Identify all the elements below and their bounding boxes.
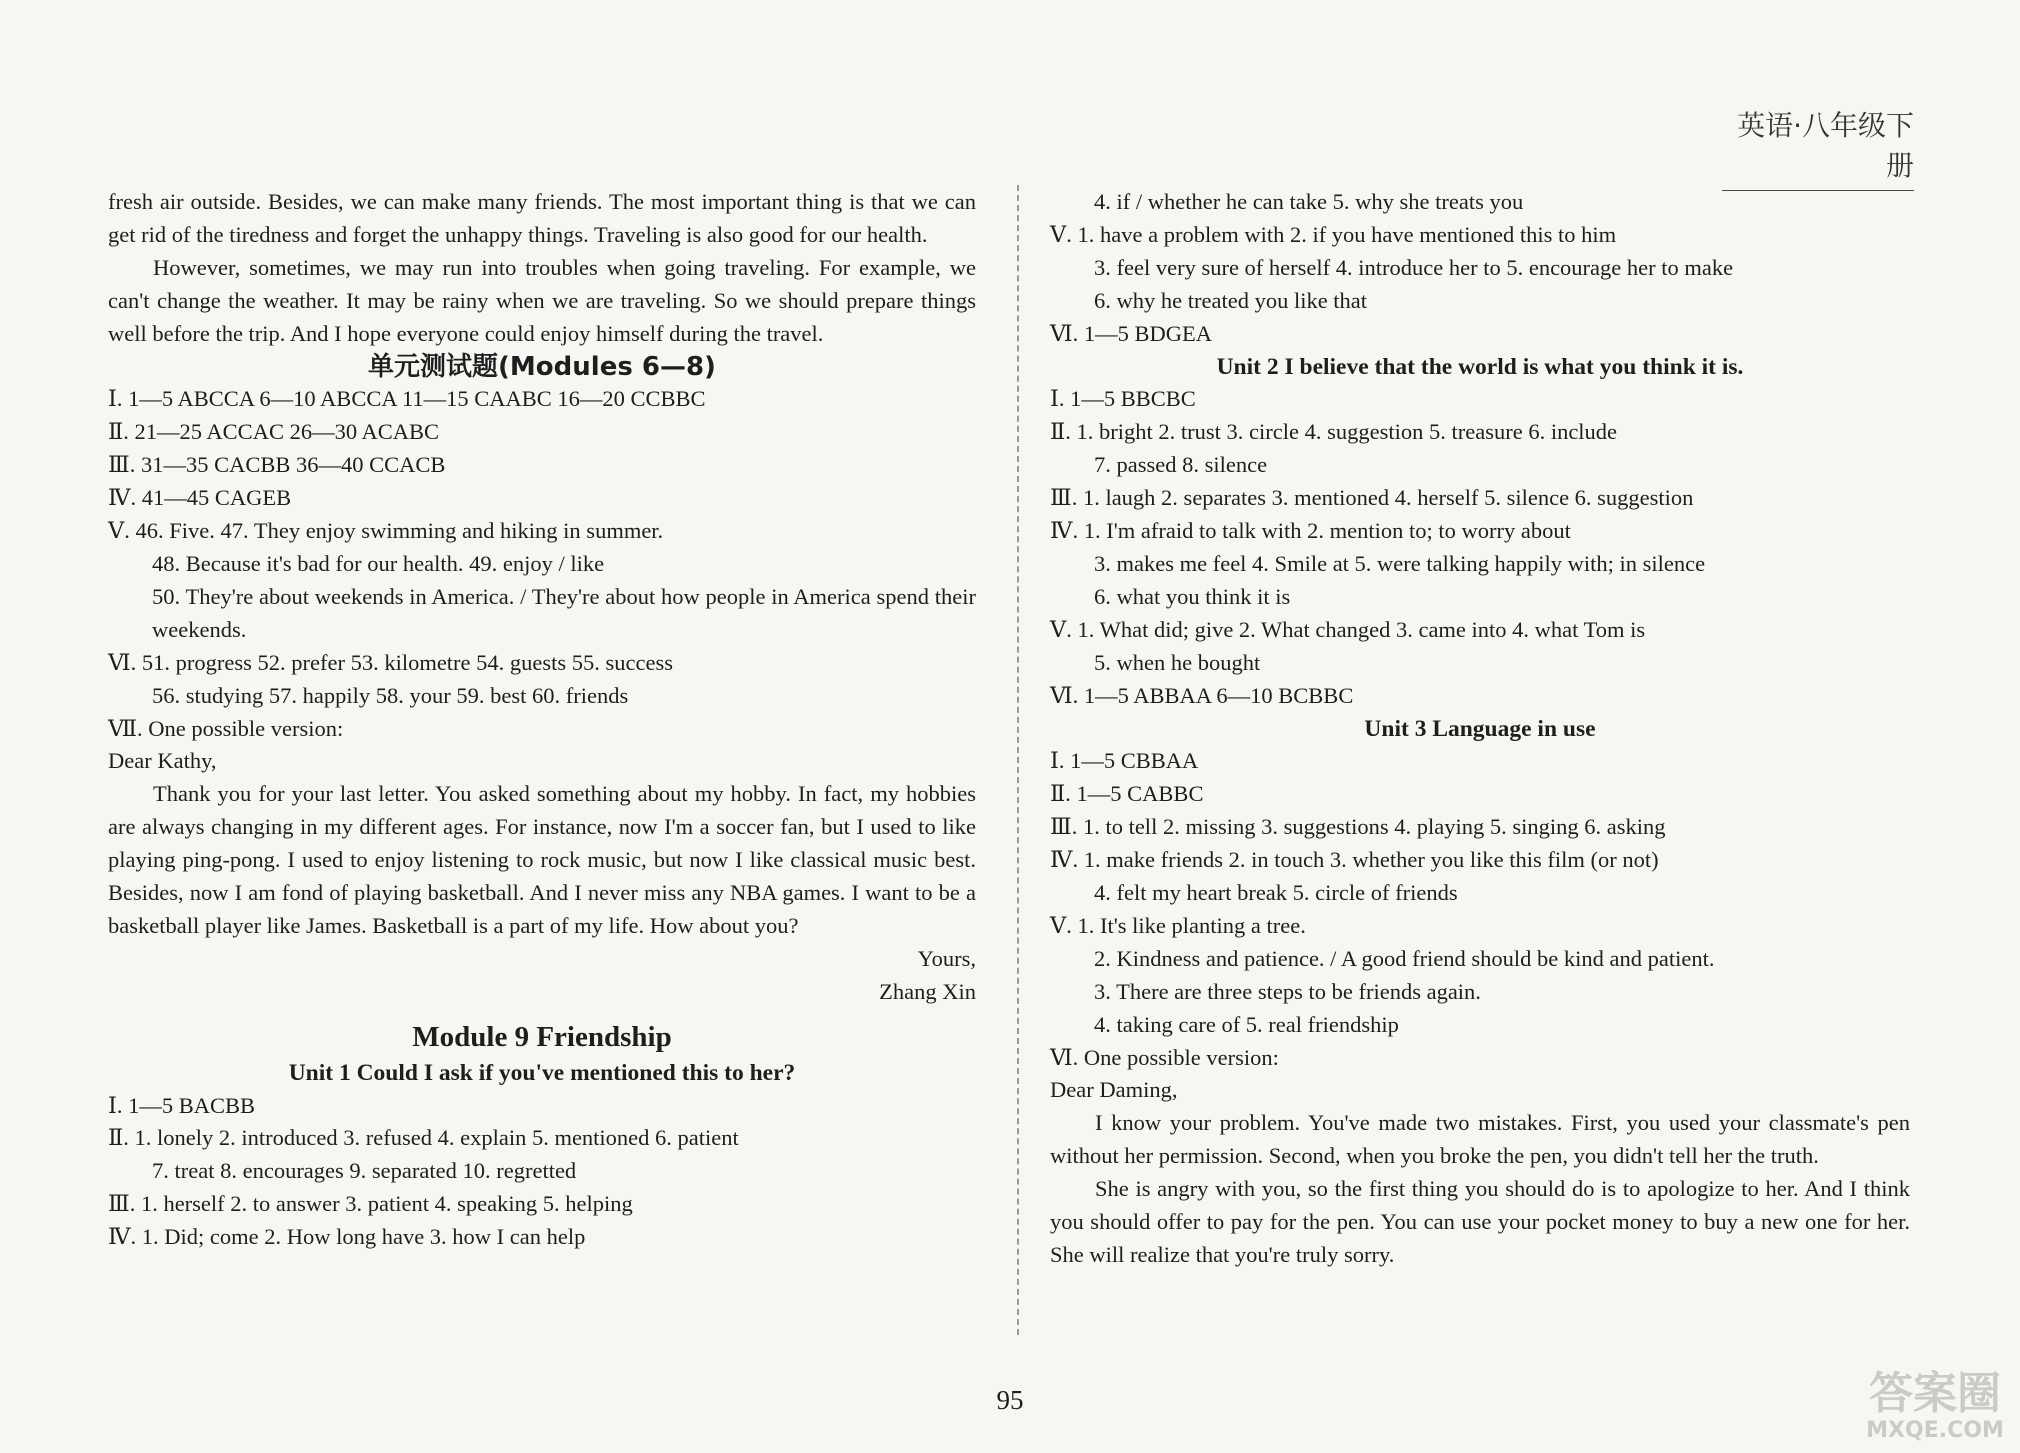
left-line: Module 9 Friendship [412,1020,672,1053]
left-line: 7. treat 8. encourages 9. separated 10. regretted [152,1158,577,1184]
right-line: 7. passed 8. silence [1094,452,1268,478]
left-line: Ⅰ. 1—5 ABCCA 6—10 ABCCA 11—15 CAABC 16—20 CCBBC [108,386,706,412]
right-line: Ⅲ. 1. to tell 2. missing 3. suggestions 4. playing 5. singing 6. asking [1050,814,1666,840]
left-line: Thank you for your last letter. You asked something about my hobby. In fact, my hobbies are always changing in my different ages. For instance, now I'm a soccer fan, but I used to like playing ping-pong. I used to enjoy listening to rock music, but now I like classical music best. Besides, now I am fond of playing basketball. And I never miss any NBA games. I want to be a basketball player like James. Basketball is a part of my life. How about you? [108,781,976,938]
left-line: Ⅲ. 1. herself 2. to answer 3. patient 4. speaking 5. helping [108,1191,633,1217]
page-header: 英语·八年级下册 [1722,104,1914,191]
right-line: 2. Kindness and patience. / A good friend should be kind and patient. [1094,945,1715,971]
right-line: Ⅳ. 1. I'm afraid to talk with 2. mention to; to worry about [1050,518,1571,544]
left-line: Yours, [917,945,976,971]
left-line: Ⅶ. One possible version: [108,715,344,741]
left-column [108,186,976,1254]
left-line: Unit 1 Could I ask if you've mentioned this to her? [288,1059,796,1086]
right-line: Ⅵ. 1—5 BDGEA [1050,320,1213,346]
left-line: Ⅴ. 46. Five. 47. They enjoy swimming and hiking in summer. [108,518,664,544]
left-line: Ⅳ. 1. Did; come 2. How long have 3. how I can help [108,1224,586,1250]
left-line: Dear Kathy, [108,748,217,774]
right-line: 3. There are three steps to be friends again. [1094,978,1481,1004]
right-line: 6. what you think it is [1094,583,1291,609]
right-line: Ⅱ. 1—5 CABBC [1050,781,1204,807]
watermark-url: MXQE.COM [1866,1418,2004,1443]
right-line: 3. makes me feel 4. Smile at 5. were talking happily with; in silence [1094,550,1706,576]
right-line: Ⅴ. 1. It's like planting a tree. [1050,912,1306,938]
right-line: Ⅵ. 1—5 ABBAA 6—10 BCBBC [1050,682,1354,708]
right-line: 6. why he treated you like that [1094,287,1368,313]
right-line: Ⅲ. 1. laugh 2. separates 3. mentioned 4. herself 5. silence 6. suggestion [1050,485,1694,511]
watermark-text: 答案圈 [1869,1368,2001,1419]
left-line: Zhang Xin [879,978,976,1004]
left-line: fresh air outside. Besides, we can make many friends. The most important thing is that we can get rid of the tiredness and forget the unhappy things. Traveling is also good for our health. [108,189,976,247]
right-column [1050,186,1910,1272]
left-line: However, sometimes, we may run into troubles when going traveling. For example, we can't change the weather. It may be rainy when we are traveling. So we should prepare things well before the trip. And I hope everyone could enjoy himself during the travel. [108,254,976,346]
left-line: 48. Because it's bad for our health. 49. enjoy / like [152,550,605,576]
right-line: 4. taking care of 5. real friendship [1094,1011,1399,1037]
right-line: Ⅴ. 1. have a problem with 2. if you have mentioned this to him [1050,221,1617,247]
right-line: 4. felt my heart break 5. circle of friends [1094,880,1458,906]
left-line: Ⅲ. 31—35 CACBB 36—40 CCACB [108,452,446,478]
right-line: Ⅱ. 1. bright 2. trust 3. circle 4. suggestion 5. treasure 6. include [1050,419,1618,445]
left-line: Ⅵ. 51. progress 52. prefer 53. kilometre 54. guests 55. success [108,649,674,675]
left-line: Ⅰ. 1—5 BACBB [108,1092,256,1118]
right-line: I know your problem. You've made two mistakes. First, you used your classmate's pen without her permission. Second, when you broke the pen, you didn't tell her the truth. [1050,1110,1910,1169]
right-line: Dear Daming, [1050,1077,1178,1103]
left-line: Ⅱ. 1. lonely 2. introduced 3. refused 4. explain 5. mentioned 6. patient [108,1125,739,1151]
right-line: She is angry with you, so the first thing you should do is to apologize to her. And I think you should offer to pay for the pen. You can use your pocket money to buy a new one for her. She will realize that you're truly sorry. [1050,1176,1910,1267]
right-line: Ⅰ. 1—5 BBCBC [1050,386,1196,412]
right-line: Ⅴ. 1. What did; give 2. What changed 3. came into 4. what Tom is [1050,616,1646,642]
right-line: Ⅰ. 1—5 CBBAA [1050,748,1199,774]
right-line: 4. if / whether he can take 5. why she treats you [1094,189,1524,214]
right-line: Ⅳ. 1. make friends 2. in touch 3. whether you like this film (or not) [1050,847,1659,873]
right-line: Ⅵ. One possible version: [1050,1044,1279,1070]
page-number: 95 [996,1385,1024,1415]
right-line: Unit 2 I believe that the world is what you think it is. [1216,353,1744,380]
left-line: Ⅳ. 41—45 CAGEB [108,485,292,511]
right-line: 5. when he bought [1094,649,1261,675]
right-line: 3. feel very sure of herself 4. introduce her to 5. encourage her to make [1094,254,1734,280]
left-line: 56. studying 57. happily 58. your 59. best 60. friends [152,682,629,708]
left-line: 50. They're about weekends in America. / They're about how people in America spend their weekends. [152,583,976,642]
watermark-logo [1850,1370,2020,1443]
right-line: Unit 3 Language in use [1364,715,1596,742]
column-divider [1017,185,1019,1335]
left-line: 单元测试题(Modules 6—8) [368,351,716,382]
left-line: Ⅱ. 21—25 ACCAC 26—30 ACABC [108,419,439,445]
